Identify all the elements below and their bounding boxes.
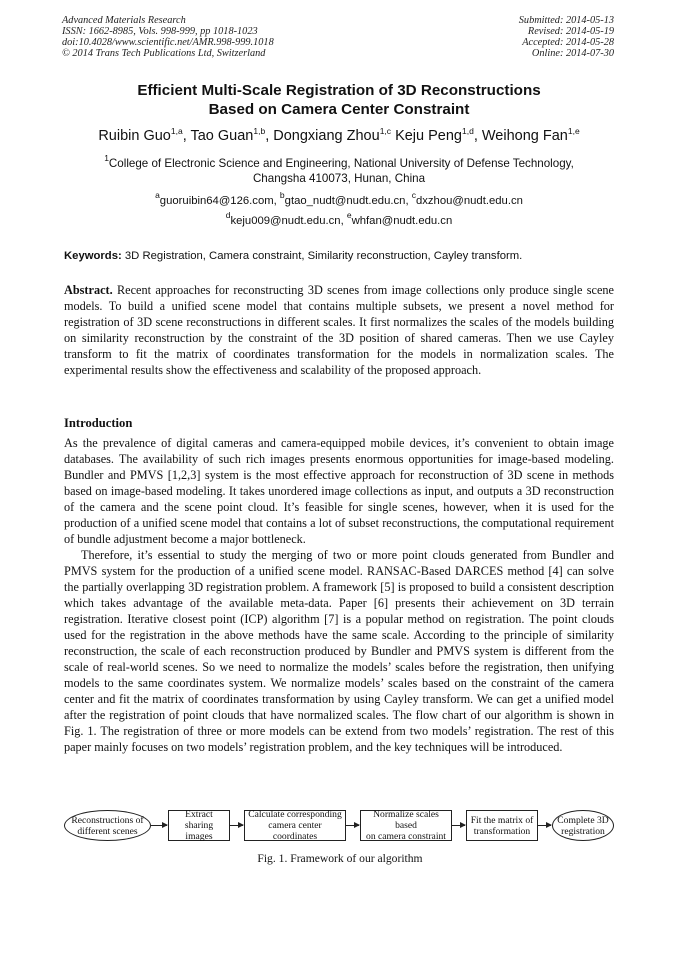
keywords-text: 3D Registration, Camera constraint, Similarity reconstruction, Cayley transform.: [121, 250, 523, 262]
author-sep: ,: [473, 128, 482, 144]
flow-step-line: Normalize scales based: [373, 809, 439, 831]
flow-step-line: camera center coordinates: [268, 820, 322, 842]
flow-step-line: images: [185, 831, 213, 842]
flow-step-complete: [552, 810, 614, 841]
flow-step-line: Fit the matrix of: [470, 814, 534, 826]
abstract-text: Recent approaches for reconstructing 3D scenes from image collections only produce single scene models. To build a unified scene model that contains multiple subsets, we present a novel method for registration of 3D scene reconstructions in different scales. It first normalizes the scales of the models building on similarity reconstruction by the constraint of the 3D position of shared cameras. Then we use Cayley transform to fit the matrix of coordinates transformation for the models in normalization scales. The experimental results show the effectiveness and scalability of the proposed approach.: [64, 283, 614, 377]
issn-line: ISSN: 1662-8985, Vols. 998-999, pp 1018-1023: [62, 26, 258, 37]
author-name: Weihong Fan: [481, 128, 568, 144]
author: [98, 128, 190, 144]
email-address[interactable]: gtao_nudt@nudt.edu.cn: [284, 195, 406, 207]
author-sup: 1,c: [379, 126, 392, 136]
email-address[interactable]: whfan@nudt.edu.cn: [351, 215, 453, 227]
doi-line: doi:10.4028/www.scientific.net/AMR.998-999.1018: [62, 37, 274, 48]
title-line-2: Based on Camera Center Constraint: [208, 101, 470, 118]
revised-date: Revised: 2014-05-19: [527, 26, 614, 37]
flow-step-line: transformation: [473, 825, 531, 837]
flow-arrow: [230, 825, 243, 826]
author-name: Dongxiang Zhou: [273, 128, 380, 144]
abstract: [64, 282, 614, 378]
affiliation: [70, 153, 608, 186]
framework-flowchart: [64, 810, 616, 846]
flow-step-line: on camera constraint: [366, 831, 446, 842]
email-sep: ,: [273, 195, 280, 207]
section-heading-introduction: Introduction: [64, 416, 133, 430]
flow-step-line: Calculate corresponding: [248, 809, 342, 820]
flow-step-normalize: [360, 810, 452, 841]
author-name: Tao Guan: [190, 128, 254, 144]
email-line-2: [60, 210, 618, 228]
author: [190, 128, 273, 144]
figure-caption: Fig. 1. Framework of our algorithm: [257, 852, 423, 865]
email-address[interactable]: guoruibin64@126.com: [159, 195, 274, 207]
flow-arrow: [346, 825, 359, 826]
author: [395, 128, 482, 144]
email-address[interactable]: dxzhou@nudt.edu.cn: [415, 195, 523, 207]
email-sep: ,: [405, 195, 412, 207]
author-sup: 1,e: [567, 126, 580, 136]
author-sep: ,: [265, 128, 274, 144]
journal-info: [62, 15, 274, 59]
email-sup: b: [279, 190, 285, 200]
title-line-1: Efficient Multi-Scale Registration of 3D Reconstructions: [137, 82, 541, 99]
flow-step-reconstructions: [64, 810, 151, 841]
author-sup: 1,d: [461, 126, 474, 136]
author-sup: 1,a: [170, 126, 183, 136]
email-sup: c: [411, 190, 416, 200]
intro-paragraph-2: Therefore, it’s essential to study the merging of two or more point clouds generated from Bundler and PMVS system for the production of a unified scene model. RANSAC-Based DARCES method [4] can solve the partially overlapping 3D registration problem. A framework [5] is proposed to build a consistent description which takes advantage of the available meta-data. Paper [6] presents their achievement on 3D terrain registration. Iterative closest point (ICP) algorithm [7] is a popular method on registration. The point clouds used for the registration in the above methods have the same scale. According to the principle of similarity reconstruction, the scale of each reconstruction produced by Bundler and PMVS system is different from the scale of real-world scenes. So we need to normalize the models’ scales before the registration, then unifying models to the same coordinates system. We normalize models’ scales based on the constraint of the camera center and fit the matrix of coordinates transformation by using Cayley transform. We can get a unified model after the registration of point clouds that have normalized scales. The flow chart of our algorithm is shown in Fig. 1. The registration of three or more models can be extend from two models’ registration. The rest of this paper mainly focuses on two models’ registration problem, and the key techniques will be introduced.: [64, 548, 614, 754]
intro-paragraph-1: As the prevalence of digital cameras and camera-equipped mobile devices, it’s convenient to obtain image databases. The availability of such rich images presents enormous opportunities for image-based modeling. Bundler and PMVS [1,2,3] system is the most effective approach for reconstruction of 3D scene in methods based on image-based modeling. It takes unordered image collections as input, and outputs a 3D reconstruction of the camera and the scene point cloud. It’s feasible for single scenes, however, when it is used for the production of a unified scene model that contains a lot of subset reconstructions, the computational requirement of bundle adjustment become a major bottleneck.: [64, 436, 614, 546]
journal-name: Advanced Materials Research: [62, 15, 186, 26]
flow-step-line: different scenes: [77, 825, 138, 837]
author-name: Keju Peng: [395, 128, 462, 144]
copyright-line: © 2014 Trans Tech Publications Ltd, Switzerland: [62, 48, 266, 59]
email-sup: a: [155, 190, 160, 200]
author-name: Ruibin Guo: [98, 128, 171, 144]
keywords-label: Keywords:: [64, 250, 122, 262]
online-date: Online: 2014-07-30: [531, 48, 614, 59]
email-sup: d: [225, 210, 231, 220]
flow-step-line: Complete 3D: [557, 814, 609, 826]
affiliation-line-1: [70, 153, 608, 171]
author-sep: ,: [182, 128, 191, 144]
introduction-body: [64, 435, 614, 755]
paper-title: [60, 81, 618, 119]
affiliation-line-2: Changsha 410073, Hunan, China: [252, 172, 426, 185]
flow-step-fit: [466, 810, 538, 841]
affiliation-text: College of Electronic Science and Engineering, National University of Defense Technology,: [108, 157, 574, 170]
author-list: [40, 127, 638, 145]
flow-step-extract: [168, 810, 230, 841]
author: [482, 128, 580, 144]
email-sep: ,: [340, 215, 347, 227]
flow-step-line: registration: [561, 825, 605, 837]
keywords: [64, 249, 616, 263]
flow-step-calculate: [244, 810, 346, 841]
flow-arrow: [452, 825, 465, 826]
abstract-label: Abstract.: [64, 283, 113, 297]
accepted-date: Accepted: 2014-05-28: [522, 37, 614, 48]
flow-arrow: [538, 825, 551, 826]
affiliation-sup: 1: [104, 153, 109, 163]
email-address[interactable]: keju009@nudt.edu.cn: [230, 215, 341, 227]
flow-step-line: Reconstructions of: [71, 814, 144, 826]
submitted-date: Submitted: 2014-05-13: [518, 15, 614, 26]
publication-dates: [519, 15, 614, 59]
author-sup: 1,b: [253, 126, 266, 136]
flow-step-line: Extract sharing: [184, 809, 214, 831]
email-sup: e: [346, 210, 352, 220]
email-line-1: [60, 190, 618, 208]
author: [273, 128, 395, 144]
flow-arrow: [151, 825, 167, 826]
